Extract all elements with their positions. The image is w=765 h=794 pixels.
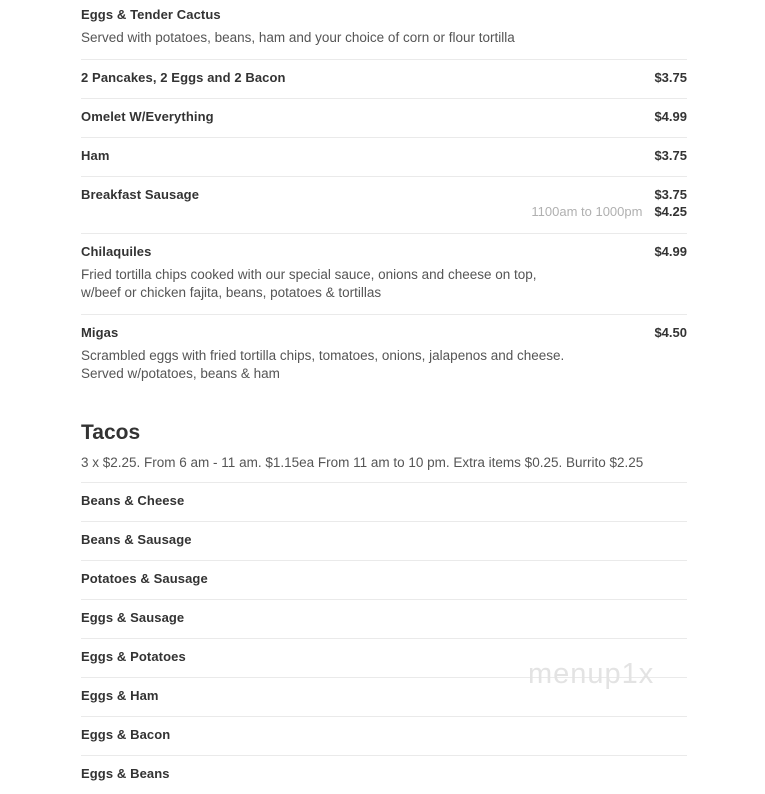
menu-item-name: Chilaquiles <box>81 244 152 259</box>
menu-item-name: Eggs & Sausage <box>81 610 185 625</box>
description-line: Fried tortilla chips cooked with our special sauce, onions and cheese on top, <box>81 267 537 282</box>
menu-item-row <box>81 177 687 234</box>
menu-item-price: $4.50 <box>654 325 687 340</box>
menu-item-name: Eggs & Bacon <box>81 727 171 742</box>
description-line: Scrambled eggs with fried tortilla chips, tomatoes, onions, jalapenos and cheese. <box>81 348 565 363</box>
menu-item-description <box>81 266 687 302</box>
menu-item-price: $4.99 <box>654 244 687 259</box>
menu-item-row <box>81 483 687 522</box>
menu-item-row <box>81 522 687 561</box>
menu-item-name: Beans & Sausage <box>81 532 192 547</box>
menu-item-row <box>81 600 687 639</box>
menu-item-price: $3.75 <box>654 148 687 163</box>
menu-item-row <box>81 678 687 717</box>
menu-item-name: Eggs & Ham <box>81 688 159 703</box>
menu-item-row <box>81 315 687 395</box>
menu-item-name: Beans & Cheese <box>81 493 185 508</box>
menu-item-row <box>81 561 687 600</box>
section-title: Tacos <box>81 421 141 444</box>
menu-item-row <box>81 639 687 678</box>
menu-item-row <box>81 756 687 794</box>
menu-list <box>81 7 687 794</box>
menu-item-name: Breakfast Sausage <box>81 187 200 202</box>
menu-item-name: Eggs & Beans <box>81 766 170 781</box>
menu-item-price: $3.75 <box>654 187 687 202</box>
menu-item-row <box>81 234 687 315</box>
menu-item-row <box>81 717 687 756</box>
section-subtitle: 3 x $2.25. From 6 am - 11 am. $1.15ea From 11 am to 10 pm. Extra items $0.25. Burrito $2.25 <box>81 454 687 483</box>
menu-item-price-secondary: $4.25 <box>654 204 687 219</box>
menu-item-row <box>81 60 687 99</box>
menu-item-name: Eggs & Potatoes <box>81 649 186 664</box>
menu-item-name: Migas <box>81 325 119 340</box>
menu-item-description: Served with potatoes, beans, ham and your choice of corn or flour tortilla <box>81 30 515 45</box>
menu-item-name: Ham <box>81 148 110 163</box>
menu-item-description <box>81 347 687 383</box>
description-line: w/beef or chicken fajita, beans, potatoes & tortillas <box>81 285 382 300</box>
menu-item-price: $4.99 <box>654 109 687 124</box>
menu-item-name: 2 Pancakes, 2 Eggs and 2 Bacon <box>81 70 286 85</box>
menu-item-row <box>81 99 687 138</box>
menu-item-row <box>81 138 687 177</box>
menu-item-availability-note: 1100am to 1000pm <box>531 204 643 219</box>
menu-item-name: Potatoes & Sausage <box>81 571 208 586</box>
menu-item-name: Eggs & Tender Cactus <box>81 7 221 22</box>
description-line: Served w/potatoes, beans & ham <box>81 366 280 381</box>
menu-item-row <box>81 7 687 60</box>
menupix-watermark: menup1x <box>528 658 655 690</box>
menu-item-price: $3.75 <box>654 70 687 85</box>
menu-item-price-stack <box>531 187 687 221</box>
menu-item-name: Omelet W/Everything <box>81 109 214 124</box>
